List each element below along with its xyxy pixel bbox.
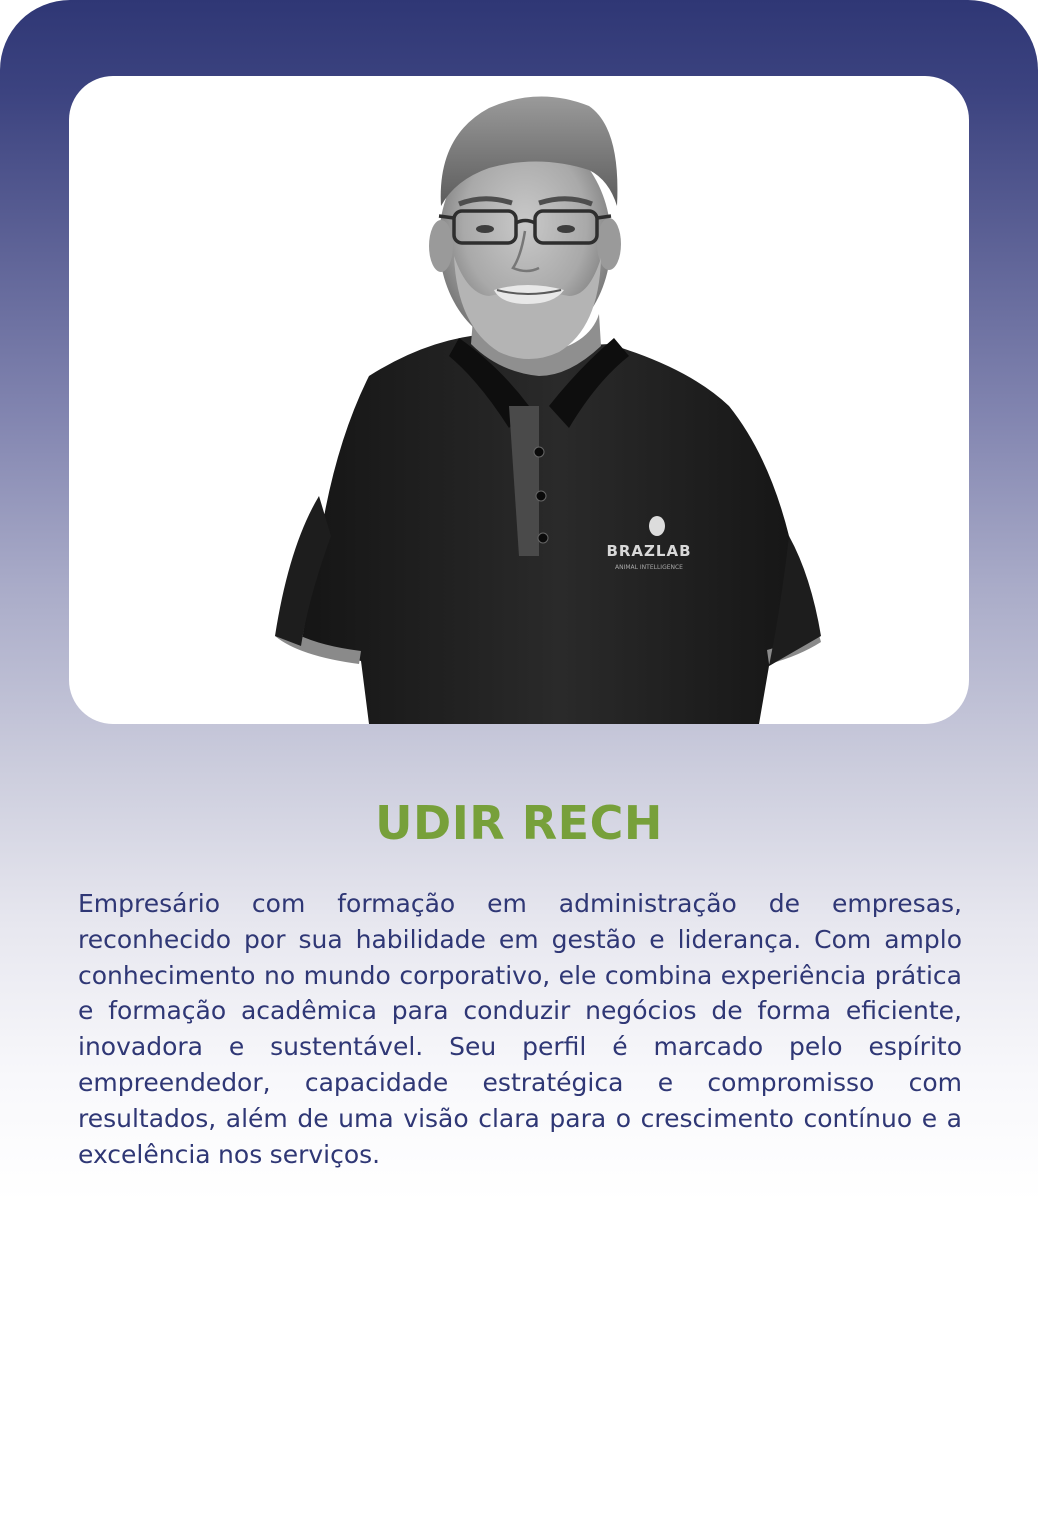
person-name: UDIR RECH	[375, 796, 663, 850]
svg-text:ANIMAL INTELLIGENCE: ANIMAL INTELLIGENCE	[615, 564, 683, 571]
profile-photo	[69, 76, 969, 724]
svg-text:BRAZLAB: BRAZLAB	[606, 542, 692, 560]
shirt	[301, 334, 819, 724]
portrait-illustration	[69, 76, 969, 724]
person-bio: Empresário com formação em administração de empresas, reconhecido por sua habilidade em gestão e liderança. Com amplo conhecimento no mundo corporativo, ele combina experiência prática e formação acadêmica para conduzir negócios de forma eficiente, inovadora e sustentável. Seu perfil é marcado pelo espírito empreendedor, capacidade estratégica e compromisso com resultados, além de uma visão clara para o crescimento contínuo e a excelência nos serviços.	[78, 889, 962, 1169]
